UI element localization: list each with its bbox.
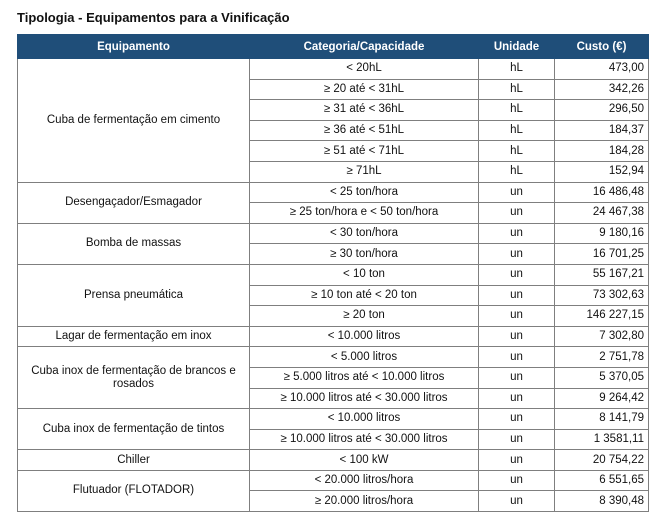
equipment-cell: Chiller — [18, 450, 250, 471]
unit-cell: un — [479, 450, 555, 471]
unit-cell: un — [479, 388, 555, 409]
table-row — [18, 264, 649, 285]
equipment-cell: Flutuador (FLOTADOR) — [18, 470, 250, 511]
cost-cell: 9 180,16 — [555, 223, 649, 244]
category-cell: ≥ 36 até < 51hL — [250, 120, 479, 141]
cost-cell: 73 302,63 — [555, 285, 649, 306]
category-cell: < 10 ton — [250, 264, 479, 285]
header-category: Categoria/Capacidade — [250, 35, 479, 59]
cost-cell: 5 370,05 — [555, 367, 649, 388]
category-cell: ≥ 20 até < 31hL — [250, 79, 479, 100]
cost-cell: 2 751,78 — [555, 347, 649, 368]
category-cell: ≥ 30 ton/hora — [250, 244, 479, 265]
unit-cell: hL — [479, 100, 555, 121]
category-cell: ≥ 51 até < 71hL — [250, 141, 479, 162]
table-header-row — [18, 35, 649, 59]
category-cell: < 10.000 litros — [250, 409, 479, 430]
category-cell: ≥ 10.000 litros até < 30.000 litros — [250, 388, 479, 409]
category-cell: < 5.000 litros — [250, 347, 479, 368]
category-cell: < 25 ton/hora — [250, 182, 479, 203]
unit-cell: hL — [479, 120, 555, 141]
category-cell: < 30 ton/hora — [250, 223, 479, 244]
unit-cell: un — [479, 429, 555, 450]
equipment-cell: Lagar de fermentação em inox — [18, 326, 250, 347]
page-title: Tipologia - Equipamentos para a Vinificação — [17, 10, 290, 25]
cost-cell: 55 167,21 — [555, 264, 649, 285]
category-cell: ≥ 20.000 litros/hora — [250, 491, 479, 512]
unit-cell: un — [479, 264, 555, 285]
cost-cell: 7 302,80 — [555, 326, 649, 347]
header-cost: Custo (€) — [555, 35, 649, 59]
table-row — [18, 347, 649, 368]
equipment-cell: Cuba de fermentação em cimento — [18, 59, 250, 183]
category-cell: < 100 kW — [250, 450, 479, 471]
category-cell: ≥ 71hL — [250, 161, 479, 182]
unit-cell: un — [479, 326, 555, 347]
cost-cell: 20 754,22 — [555, 450, 649, 471]
table-row — [18, 326, 649, 347]
table-row — [18, 59, 649, 80]
category-cell: < 20.000 litros/hora — [250, 470, 479, 491]
category-cell: < 10.000 litros — [250, 326, 479, 347]
table-row — [18, 182, 649, 203]
unit-cell: un — [479, 285, 555, 306]
unit-cell: un — [479, 409, 555, 430]
cost-cell: 296,50 — [555, 100, 649, 121]
cost-cell: 1 3581,11 — [555, 429, 649, 450]
cost-cell: 152,94 — [555, 161, 649, 182]
equipment-cell: Prensa pneumática — [18, 264, 250, 326]
cost-cell: 6 551,65 — [555, 470, 649, 491]
category-cell: ≥ 31 até < 36hL — [250, 100, 479, 121]
cost-cell: 8 390,48 — [555, 491, 649, 512]
unit-cell: hL — [479, 59, 555, 80]
category-cell: < 20hL — [250, 59, 479, 80]
unit-cell: un — [479, 347, 555, 368]
cost-cell: 16 486,48 — [555, 182, 649, 203]
unit-cell: hL — [479, 141, 555, 162]
cost-cell: 16 701,25 — [555, 244, 649, 265]
cost-cell: 9 264,42 — [555, 388, 649, 409]
unit-cell: un — [479, 367, 555, 388]
cost-cell: 184,37 — [555, 120, 649, 141]
category-cell: ≥ 25 ton/hora e < 50 ton/hora — [250, 203, 479, 224]
cost-cell: 146 227,15 — [555, 306, 649, 327]
table-row — [18, 409, 649, 430]
equipment-cell: Bomba de massas — [18, 223, 250, 264]
unit-cell: hL — [479, 161, 555, 182]
cost-cell: 24 467,38 — [555, 203, 649, 224]
unit-cell: un — [479, 203, 555, 224]
unit-cell: hL — [479, 79, 555, 100]
unit-cell: un — [479, 470, 555, 491]
category-cell: ≥ 10 ton até < 20 ton — [250, 285, 479, 306]
cost-cell: 184,28 — [555, 141, 649, 162]
table-row — [18, 223, 649, 244]
header-unit: Unidade — [479, 35, 555, 59]
unit-cell: un — [479, 491, 555, 512]
category-cell: ≥ 10.000 litros até < 30.000 litros — [250, 429, 479, 450]
cost-cell: 473,00 — [555, 59, 649, 80]
table-row — [18, 450, 649, 471]
unit-cell: un — [479, 223, 555, 244]
header-equipment: Equipamento — [18, 35, 250, 59]
cost-cell: 8 141,79 — [555, 409, 649, 430]
cost-cell: 342,26 — [555, 79, 649, 100]
equipment-cost-table — [17, 34, 649, 512]
equipment-cell: Cuba inox de fermentação de brancos e rosados — [18, 347, 250, 409]
unit-cell: un — [479, 182, 555, 203]
category-cell: ≥ 5.000 litros até < 10.000 litros — [250, 367, 479, 388]
category-cell: ≥ 20 ton — [250, 306, 479, 327]
equipment-cell: Desengaçador/Esmagador — [18, 182, 250, 223]
unit-cell: un — [479, 244, 555, 265]
unit-cell: un — [479, 306, 555, 327]
table-row — [18, 470, 649, 491]
equipment-cell: Cuba inox de fermentação de tintos — [18, 409, 250, 450]
